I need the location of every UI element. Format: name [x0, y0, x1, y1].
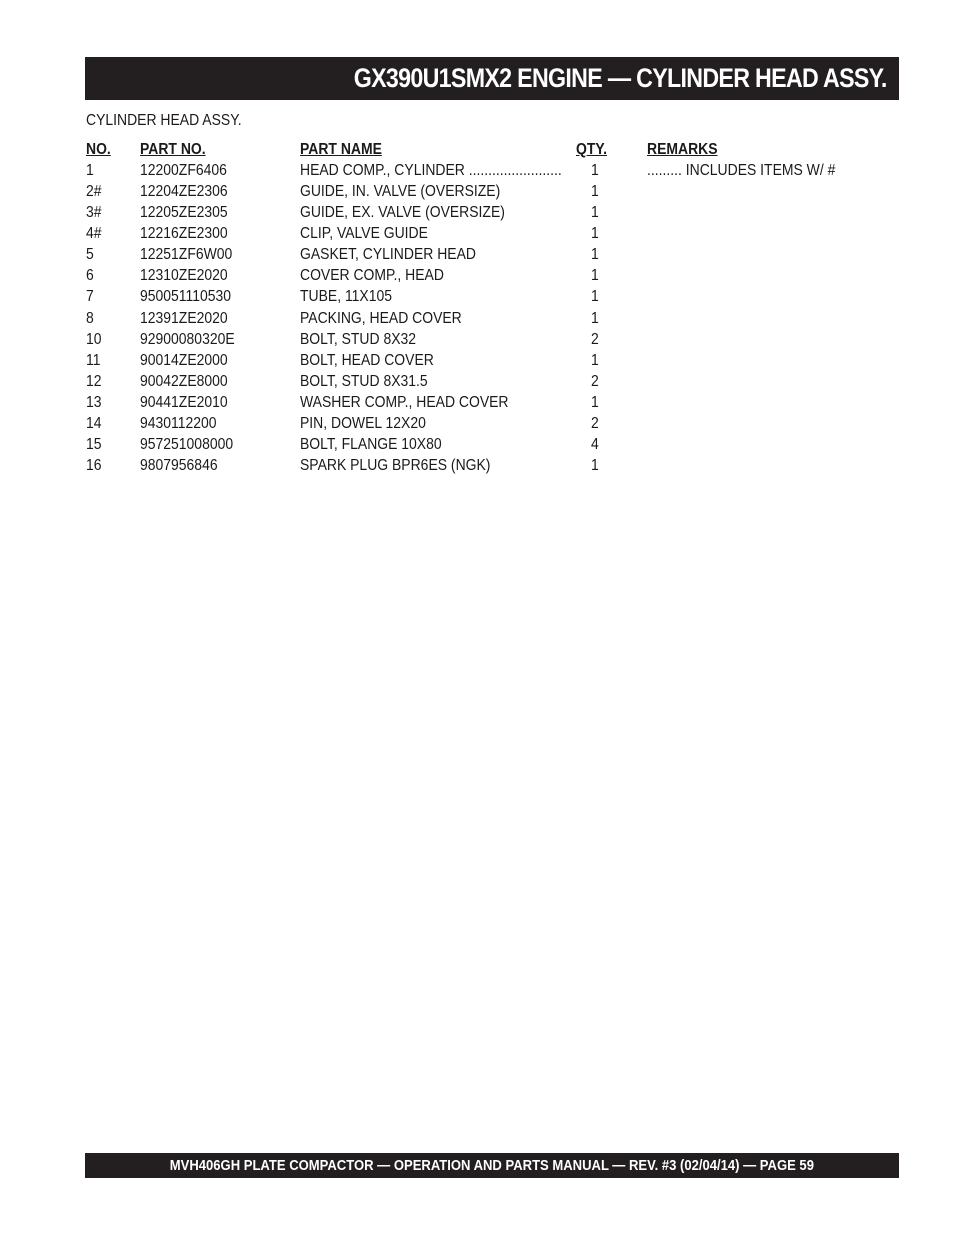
row-no: 3# [86, 204, 102, 222]
table-row [86, 288, 846, 309]
table-row [86, 373, 846, 394]
row-part-no: 950051110530 [140, 288, 232, 306]
header-no: NO. [86, 141, 111, 158]
row-qty: 2 [591, 414, 599, 432]
row-part-name: BOLT, FLANGE 10X80 [300, 435, 442, 453]
table-row [86, 394, 846, 415]
title-bar [85, 57, 899, 100]
row-part-name: BOLT, STUD 8X32 [300, 330, 417, 348]
row-no: 13 [86, 393, 102, 411]
parts-table [86, 141, 846, 478]
row-qty: 1 [591, 225, 599, 243]
row-part-no: 90042ZE8000 [140, 372, 228, 390]
table-row [86, 204, 846, 225]
row-qty: 2 [591, 330, 599, 348]
table-row [86, 457, 846, 478]
row-no: 2# [86, 183, 102, 201]
table-row [86, 436, 846, 457]
row-no: 4# [86, 225, 102, 243]
row-remarks: ......... INCLUDES ITEMS W/ # [647, 162, 836, 180]
table-row [86, 225, 846, 246]
footer-text: MVH406GH PLATE COMPACTOR — OPERATION AND PARTS MANUAL — REV. #3 (02/04/14) — PAGE 59 [169, 1157, 815, 1174]
row-part-no: 9807956846 [140, 456, 218, 474]
row-part-no: 92900080320E [140, 330, 235, 348]
table-body [86, 162, 846, 478]
row-no: 6 [86, 267, 94, 285]
row-no: 5 [86, 246, 94, 264]
row-part-no: 12204ZE2306 [140, 183, 228, 201]
row-part-name: BOLT, STUD 8X31.5 [300, 372, 428, 390]
row-part-name: GUIDE, IN. VALVE (OVERSIZE) [300, 183, 501, 201]
row-part-no: 12391ZE2020 [140, 309, 228, 327]
row-no: 1 [86, 162, 94, 180]
row-part-name: BOLT, HEAD COVER [300, 351, 434, 369]
row-qty: 1 [591, 267, 599, 285]
row-part-name: GASKET, CYLINDER HEAD [300, 246, 476, 264]
table-row [86, 331, 846, 352]
row-qty: 1 [591, 456, 599, 474]
header-remarks: REMARKS [647, 141, 718, 158]
row-no: 15 [86, 435, 102, 453]
row-no: 16 [86, 456, 102, 474]
row-part-name: PACKING, HEAD COVER [300, 309, 462, 327]
row-no: 11 [86, 351, 101, 369]
row-part-name: SPARK PLUG BPR6ES (NGK) [300, 456, 491, 474]
row-part-name: WASHER COMP., HEAD COVER [300, 393, 509, 411]
row-qty: 1 [591, 246, 599, 264]
footer-bar [85, 1153, 899, 1178]
row-part-name: COVER COMP., HEAD [300, 267, 444, 285]
row-no: 7 [86, 288, 94, 306]
table-row [86, 246, 846, 267]
row-no: 12 [86, 372, 102, 390]
row-qty: 1 [591, 162, 599, 180]
row-part-no: 90441ZE2010 [140, 393, 228, 411]
row-part-name: CLIP, VALVE GUIDE [300, 225, 428, 243]
row-qty: 1 [591, 183, 599, 201]
row-no: 8 [86, 309, 94, 327]
row-qty: 1 [591, 204, 599, 222]
row-part-no: 957251008000 [140, 435, 234, 453]
table-header [86, 141, 846, 162]
row-no: 10 [86, 330, 102, 348]
table-row [86, 310, 846, 331]
table-row [86, 415, 846, 436]
header-qty: QTY. [576, 141, 608, 158]
row-qty: 1 [591, 351, 599, 369]
row-qty: 2 [591, 372, 599, 390]
row-qty: 4 [591, 435, 599, 453]
row-part-no: 90014ZE2000 [140, 351, 228, 369]
row-part-name: HEAD COMP., CYLINDER ........................ [300, 162, 562, 180]
table-row [86, 162, 846, 183]
page-title: GX390U1SMX2 ENGINE — CYLINDER HEAD ASSY. [354, 63, 887, 93]
header-part-name: PART NAME [300, 141, 382, 158]
row-qty: 1 [591, 288, 599, 306]
table-row [86, 352, 846, 373]
header-part-no: PART NO. [140, 141, 206, 158]
table-row [86, 267, 846, 288]
section-label: CYLINDER HEAD ASSY. [86, 112, 242, 129]
row-part-name: GUIDE, EX. VALVE (OVERSIZE) [300, 204, 505, 222]
row-part-no: 12200ZF6406 [140, 162, 227, 180]
row-part-no: 12216ZE2300 [140, 225, 228, 243]
row-qty: 1 [591, 309, 599, 327]
row-part-no: 12251ZF6W00 [140, 246, 233, 264]
row-part-no: 9430112200 [140, 414, 217, 432]
row-part-no: 12310ZE2020 [140, 267, 228, 285]
row-part-name: TUBE, 11X105 [300, 288, 393, 306]
row-qty: 1 [591, 393, 599, 411]
row-part-no: 12205ZE2305 [140, 204, 228, 222]
row-no: 14 [86, 414, 102, 432]
table-row [86, 183, 846, 204]
row-part-name: PIN, DOWEL 12X20 [300, 414, 426, 432]
